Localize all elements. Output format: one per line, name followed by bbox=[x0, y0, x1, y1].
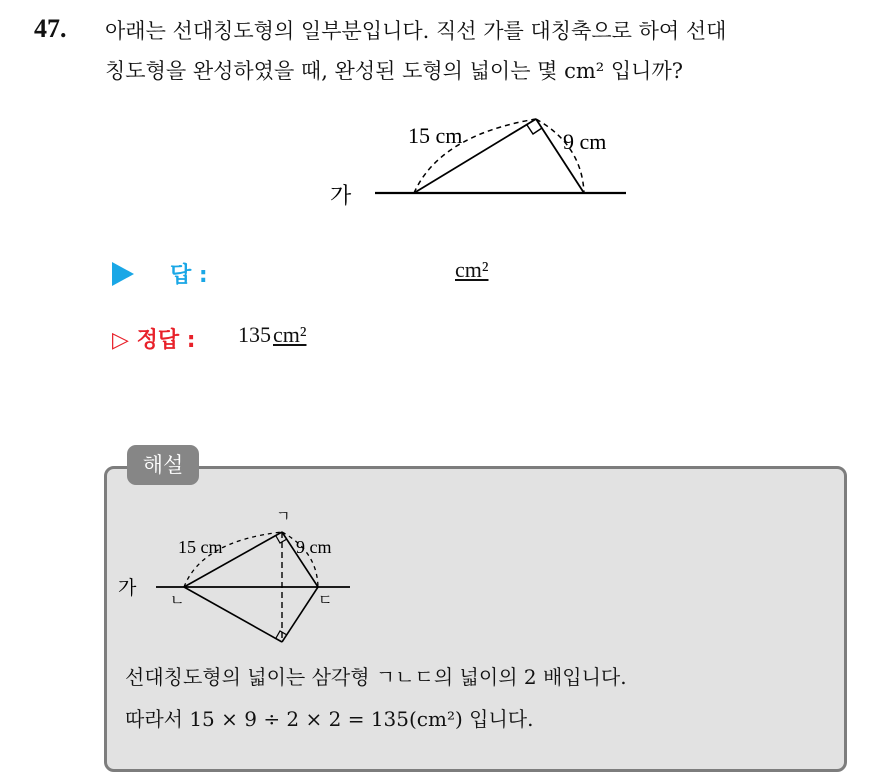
exp-side-lower-left bbox=[184, 587, 282, 642]
answer-label: 답 : bbox=[170, 263, 208, 288]
axis-label: 가 bbox=[330, 183, 352, 208]
exp-axis-label: 가 bbox=[118, 578, 137, 599]
answer-arrow-icon bbox=[112, 262, 134, 286]
correct-answer-label: ▷ 정답 : bbox=[112, 328, 196, 353]
vertex-label-top: ㄱ bbox=[276, 507, 291, 525]
question-number: 47. bbox=[34, 14, 67, 43]
explanation-tag: 해설 bbox=[127, 445, 199, 485]
label-9cm: 9 cm bbox=[563, 129, 607, 154]
correct-answer-value: 135 bbox=[238, 322, 271, 347]
exp-label-9cm: 9 cm bbox=[296, 537, 332, 557]
vertex-label-right: ㄷ bbox=[318, 591, 333, 609]
explanation-line1: 선대칭도형의 넓이는 삼각형 ㄱㄴㄷ의 넓이의 2 배입니다. bbox=[125, 665, 627, 689]
vertex-label-left: ㄴ bbox=[170, 591, 185, 609]
explanation-line2: 따라서 15 × 9 ÷ 2 × 2 = 135(cm²) 입니다. bbox=[125, 707, 534, 731]
correct-answer bbox=[238, 322, 306, 348]
label-15cm: 15 cm bbox=[408, 123, 463, 148]
correct-answer-unit: cm² bbox=[273, 322, 307, 347]
exp-side-lower-right bbox=[282, 587, 318, 642]
question-text-line2: 칭도형을 완성하였을 때, 완성된 도형의 넓이는 몇 cm² 입니까? bbox=[105, 59, 684, 83]
problem-figure bbox=[330, 105, 650, 215]
answer-unit: cm² bbox=[455, 257, 489, 282]
explanation-figure bbox=[118, 505, 358, 650]
question-text-line1: 아래는 선대칭도형의 일부분입니다. 직선 가를 대칭축으로 하여 선대 bbox=[105, 19, 727, 43]
exp-label-15cm: 15 cm bbox=[178, 537, 223, 557]
